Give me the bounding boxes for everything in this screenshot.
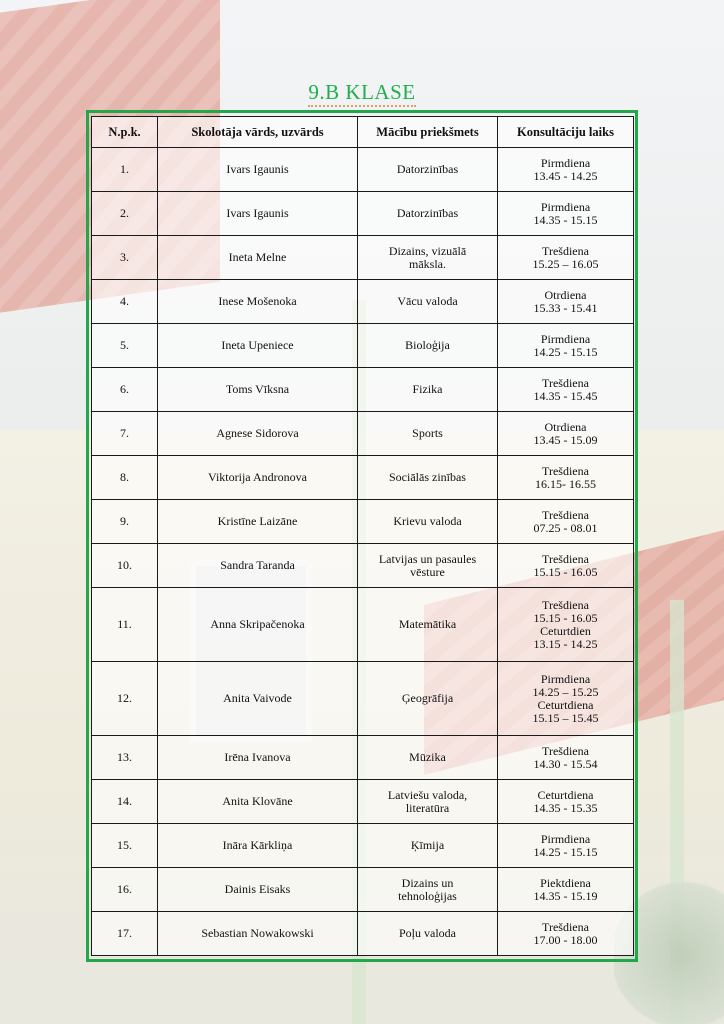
subject-cell <box>358 412 498 456</box>
subject-cell <box>358 780 498 824</box>
subject-cell <box>358 912 498 956</box>
teacher-name: Anita Klovāne <box>158 780 358 824</box>
consultation-time-line: 13.45 - 14.25 <box>533 168 598 183</box>
consultation-time <box>498 236 634 280</box>
consultation-time-line: Trešdiena <box>542 551 589 566</box>
consultation-time-line: 14.35 - 15.15 <box>533 212 598 227</box>
subject-cell <box>358 324 498 368</box>
row-number: 6. <box>92 368 158 412</box>
consultation-time-line: Pirmdiena <box>540 671 591 686</box>
teacher-name: Ineta Melne <box>158 236 358 280</box>
teacher-name: Agnese Sidorova <box>158 412 358 456</box>
row-number: 1. <box>92 148 158 192</box>
consultation-time <box>498 662 634 736</box>
consultation-time <box>498 824 634 868</box>
consultation-time <box>498 588 634 662</box>
subject-cell-line: Bioloģija <box>405 338 450 352</box>
subject-cell-line: vēsture <box>410 564 445 579</box>
subject-cell-line: Dizains, vizuālā <box>388 243 467 258</box>
consultation-time <box>498 412 634 456</box>
consultation-time <box>498 868 634 912</box>
subject-cell <box>358 192 498 236</box>
subject-cell <box>358 868 498 912</box>
subject-cell-line: Krievu valoda <box>393 514 462 528</box>
consultation-time-line: 17.00 - 18.00 <box>533 932 598 947</box>
row-number: 7. <box>92 412 158 456</box>
table-row <box>92 236 634 280</box>
header-subject: Mācību priekšmets <box>358 117 498 148</box>
row-number: 10. <box>92 544 158 588</box>
teacher-name: Viktorija Andronova <box>158 456 358 500</box>
subject-cell <box>358 236 498 280</box>
table-row <box>92 824 634 868</box>
table-row <box>92 736 634 780</box>
consultation-time-line: Trešdiena <box>542 463 589 478</box>
consultation-time-line: Otrdiena <box>544 287 587 302</box>
row-number: 13. <box>92 736 158 780</box>
consultation-table <box>91 116 634 956</box>
teacher-name: Inese Mošenoka <box>158 280 358 324</box>
subject-cell <box>358 736 498 780</box>
consultation-time-line: 15.15 - 16.05 <box>533 610 598 625</box>
subject-cell-line: literatūra <box>405 800 450 815</box>
subject-cell-line: Datorzinības <box>396 162 459 176</box>
row-number: 9. <box>92 500 158 544</box>
teacher-name: Kristīne Laizāne <box>158 500 358 544</box>
consultation-time <box>498 192 634 236</box>
consultation-time-line: Pirmdiena <box>540 199 591 214</box>
consultation-time-line: 14.35 - 15.19 <box>533 888 598 903</box>
table-row <box>92 780 634 824</box>
teacher-name: Toms Vīksna <box>158 368 358 412</box>
consultation-time <box>498 324 634 368</box>
subject-cell <box>358 662 498 736</box>
teacher-name: Irēna Ivanova <box>158 736 358 780</box>
consultation-time-line: Ceturtdiena <box>537 787 594 802</box>
consultation-time-line: Pirmdiena <box>540 831 591 846</box>
consultation-time-line: Trešdiena <box>542 507 589 522</box>
consultation-time <box>498 456 634 500</box>
teacher-name: Ineta Upeniece <box>158 324 358 368</box>
subject-cell-line: Ģeogrāfija <box>401 691 454 705</box>
consultation-time <box>498 500 634 544</box>
consultation-time <box>498 368 634 412</box>
consultation-time-line: Ceturtdien <box>540 623 591 638</box>
consultation-time <box>498 912 634 956</box>
subject-cell-line: Datorzinības <box>396 206 459 220</box>
consultation-time <box>498 280 634 324</box>
row-number: 11. <box>92 588 158 662</box>
consultation-time-line: 14.25 - 15.15 <box>533 344 598 359</box>
table-row <box>92 868 634 912</box>
teacher-name: Sebastian Nowakowski <box>158 912 358 956</box>
subject-cell-line: māksla. <box>409 256 446 271</box>
row-number: 3. <box>92 236 158 280</box>
subject-cell <box>358 824 498 868</box>
consultation-time-line: 14.25 - 15.15 <box>533 844 598 859</box>
consultation-time-line: Trešdiena <box>542 919 589 934</box>
table-row <box>92 412 634 456</box>
subject-cell-line: Sports <box>412 426 443 440</box>
row-number: 14. <box>92 780 158 824</box>
consultation-time-line: Otrdiena <box>544 419 587 434</box>
teacher-name: Dainis Eisaks <box>158 868 358 912</box>
subject-cell-line: Dizains un <box>401 875 454 890</box>
consultation-time-line: 07.25 - 08.01 <box>533 520 598 535</box>
subject-cell-line: Matemātika <box>398 617 457 631</box>
consultation-time <box>498 544 634 588</box>
row-number: 16. <box>92 868 158 912</box>
subject-cell-line: Vācu valoda <box>397 294 458 308</box>
consultation-time-line: Trešdiena <box>542 597 589 612</box>
row-number: 2. <box>92 192 158 236</box>
header-number: N.p.k. <box>92 117 158 148</box>
teacher-name: Anna Skripačenoka <box>158 588 358 662</box>
consultation-time-line: 13.45 - 15.09 <box>533 432 598 447</box>
subject-cell <box>358 500 498 544</box>
consultation-time-line: Piektdiena <box>540 875 591 890</box>
table-row <box>92 368 634 412</box>
table-row <box>92 324 634 368</box>
consultation-time-line: 15.15 - 16.05 <box>533 564 598 579</box>
subject-cell <box>358 588 498 662</box>
row-number: 4. <box>92 280 158 324</box>
subject-cell <box>358 456 498 500</box>
consultation-time-line: 14.35 - 15.35 <box>533 800 598 815</box>
subject-cell <box>358 148 498 192</box>
table-row <box>92 588 634 662</box>
table-row <box>92 148 634 192</box>
row-number: 15. <box>92 824 158 868</box>
row-number: 17. <box>92 912 158 956</box>
consultation-time-line: Trešdiena <box>542 243 589 258</box>
table-row <box>92 192 634 236</box>
consultation-time-line: 14.25 – 15.25 <box>532 684 599 699</box>
table-header-row <box>92 117 634 148</box>
consultation-time-line: 14.30 - 15.54 <box>533 756 598 771</box>
consultation-time-line: 15.25 – 16.05 <box>532 256 599 271</box>
table-row <box>92 456 634 500</box>
table-row <box>92 912 634 956</box>
table-row <box>92 280 634 324</box>
row-number: 5. <box>92 324 158 368</box>
consultation-time-line: Pirmdiena <box>540 331 591 346</box>
teacher-name: Ināra Kārkliņa <box>158 824 358 868</box>
table-row <box>92 544 634 588</box>
subject-cell-line: Latviešu valoda, <box>387 787 468 802</box>
page-title: 9.B KLASE <box>0 80 724 105</box>
subject-cell <box>358 280 498 324</box>
consultation-time-line: 14.35 - 15.45 <box>533 388 598 403</box>
table-row <box>92 662 634 736</box>
consultation-time-line: Ceturtdiena <box>537 697 594 712</box>
consultation-time-line: Trešdiena <box>542 743 589 758</box>
subject-cell-line: Ķīmija <box>410 838 445 852</box>
teacher-name: Ivars Igaunis <box>158 148 358 192</box>
subject-cell-line: Sociālās zinības <box>389 470 466 484</box>
teacher-name: Ivars Igaunis <box>158 192 358 236</box>
table-row <box>92 500 634 544</box>
consultation-time-line: 15.33 - 15.41 <box>533 300 598 315</box>
row-number: 12. <box>92 662 158 736</box>
subject-cell-line: Latvijas un pasaules <box>378 551 477 566</box>
consultation-time-line: 15.15 – 15.45 <box>532 710 599 725</box>
subject-cell-line: tehnoloģijas <box>398 888 457 903</box>
consultation-time <box>498 148 634 192</box>
subject-cell <box>358 544 498 588</box>
consultation-time-line: 13.15 - 14.25 <box>533 636 598 651</box>
consultation-time-line: Trešdiena <box>542 375 589 390</box>
consultation-time-line: Pirmdiena <box>540 155 591 170</box>
subject-cell-line: Poļu valoda <box>399 926 456 940</box>
teacher-name: Anita Vaivode <box>158 662 358 736</box>
consultation-time <box>498 736 634 780</box>
teacher-name: Sandra Taranda <box>158 544 358 588</box>
subject-cell-line: Mūzika <box>409 750 446 764</box>
header-time: Konsultāciju laiks <box>498 117 634 148</box>
subject-cell <box>358 368 498 412</box>
row-number: 8. <box>92 456 158 500</box>
consultation-time-line: 16.15- 16.55 <box>535 476 596 491</box>
subject-cell-line: Fizika <box>412 382 443 396</box>
consultation-time <box>498 780 634 824</box>
header-teacher: Skolotāja vārds, uzvārds <box>158 117 358 148</box>
